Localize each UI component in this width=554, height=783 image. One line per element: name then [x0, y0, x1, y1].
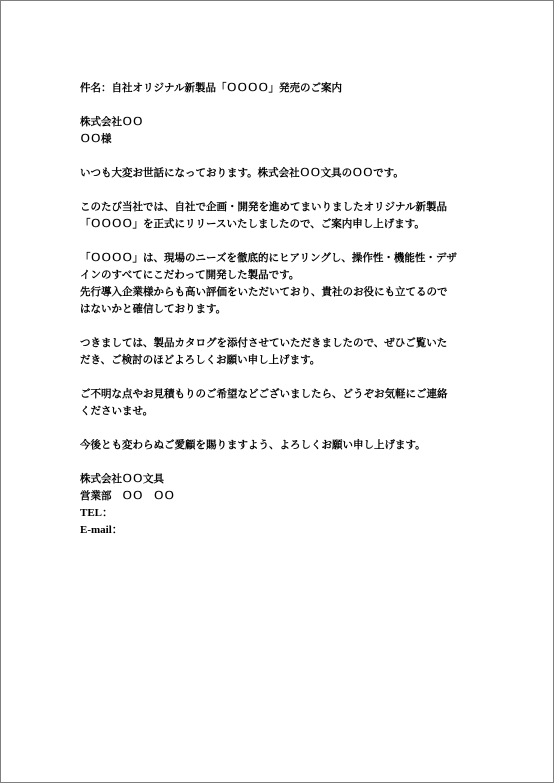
spacer	[80, 420, 480, 437]
subject-line: 件名：自社オリジナル新製品「ＯＯＯＯ」発売のご案内	[80, 82, 342, 94]
spacer	[80, 182, 480, 199]
paragraph3-line: つきましては、製品カタログを添付させていただきましたので、ぜひご覧いた	[80, 337, 448, 349]
paragraph1-line: このたび当社では、自社で企画・開発を進めてまいりましたオリジナル新製品	[80, 201, 447, 213]
paragraph2-line: インのすべてにこだわって開発した製品です。	[80, 269, 300, 281]
paragraph2-line: はないかと確信しております。	[80, 303, 227, 315]
paragraph4-line: くださいませ。	[80, 405, 154, 417]
signature-tel: TEL：	[80, 507, 114, 519]
spacer	[80, 454, 480, 471]
greeting-line: いつも大変お世話になっております。株式会社ＯＯ文具のＯＯです。	[80, 167, 404, 179]
spacer	[80, 148, 480, 165]
spacer	[80, 97, 480, 114]
letter-body	[80, 80, 480, 539]
paragraph1-line: 「ＯＯＯＯ」を正式にリリースいたしましたので、ご案内申し上げます。	[80, 218, 425, 230]
paragraph2-line: 「ＯＯＯＯ」は、現場のニーズを徹底的にヒアリングし、操作性・機能性・デザ	[80, 252, 457, 264]
signature-company: 株式会社ＯＯ文具	[80, 473, 164, 485]
spacer	[80, 318, 480, 335]
spacer	[80, 369, 480, 386]
signature-department: 営業部 ＯＯ ＯＯ	[80, 490, 175, 502]
paragraph3-line: だき、ご検討のほどよろしくお願い申し上げます。	[80, 354, 321, 366]
paragraph4-line: ご不明な点やお見積もりのご希望などございましたら、どうぞお気軽にご連絡	[80, 388, 448, 400]
paragraph2-line: 先行導入企業様からも高い評価をいただいており、貴社のお役にも立てるので	[80, 286, 448, 298]
closing-line: 今後とも変わらぬご愛顧を賜りますよう、よろしくお願い申し上げます。	[80, 439, 426, 451]
recipient-company: 株式会社ＯＯ	[80, 116, 143, 128]
spacer	[80, 233, 480, 250]
recipient-person: ＯＯ様	[80, 133, 112, 145]
signature-email: E-mail：	[80, 524, 123, 536]
